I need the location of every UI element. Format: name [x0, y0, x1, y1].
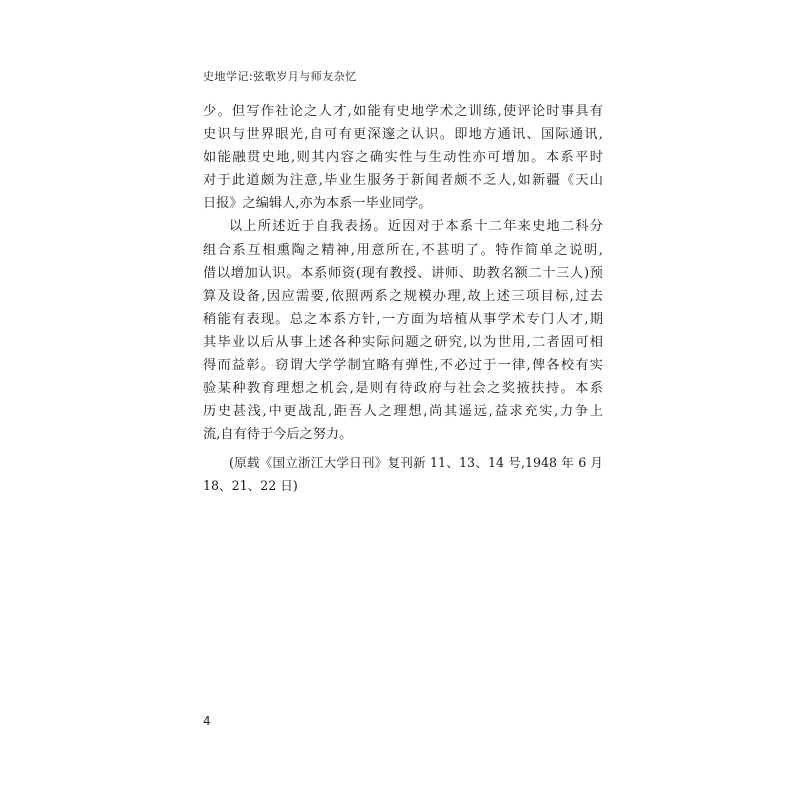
running-header: 史地学记:弦歌岁月与师友杂忆: [203, 70, 357, 83]
text-line: 史识与世界眼光,自可有更深邃之认识。即地方通讯、国际通讯,: [203, 127, 603, 143]
text-line: 组合系互相熏陶之精神,用意所在,不甚明了。特作简单之说明,: [203, 242, 603, 258]
text-line: 得而益彰。窃谓大学学制宜略有弹性,不必过于一律,俾各校有实: [203, 358, 603, 374]
text-line: 算及设备,因应需要,依照两系之规模办理,故上述三项目标,过去: [203, 288, 603, 304]
text-line: 其毕业以后从事上述各种实际问题之研究,以为世用,二者固可相: [203, 334, 603, 350]
text-line: 以上所述近于自我表扬。近因对于本系十二年来史地二科分: [229, 219, 603, 235]
text-line: 历史甚浅,中更战乱,距吾人之理想,尚其遥远,益求充实,力争上: [203, 404, 603, 420]
text-line: 对于此道颇为注意,毕业生服务于新闻者颇不乏人,如新疆《天山: [203, 173, 603, 189]
source-citation: [203, 451, 603, 498]
paragraph-2: [203, 215, 603, 446]
text-line: 稍能有表现。总之本系方针,一方面为培植从事学术专门人才,期: [203, 311, 603, 327]
paragraph-1: [203, 100, 603, 215]
text-line: 如能融贯史地,则其内容之确实性与生动性亦可增加。本系平时: [203, 150, 603, 166]
text-line: 日报》之编辑人,亦为本系一毕业同学。: [203, 196, 432, 212]
page-number: 4: [203, 714, 211, 728]
body-text: [203, 100, 603, 446]
text-line: 少。但写作社论之人才,如能有史地学术之训练,使评论时事具有: [203, 104, 603, 119]
text-line: 验某种教育理想之机会,是则有待政府与社会之奖掖扶持。本系: [203, 381, 603, 397]
citation-line: 18、21、22 日): [203, 478, 298, 494]
text-line: 流,自有待于今后之努力。: [203, 427, 353, 443]
citation-line: (原载《国立浙江大学日刊》复刊新 11、13、14 号,1948 年 6 月: [229, 455, 603, 470]
text-line: 借以增加认识。本系师资(现有教授、讲师、助教名额二十三人)预: [203, 265, 603, 281]
